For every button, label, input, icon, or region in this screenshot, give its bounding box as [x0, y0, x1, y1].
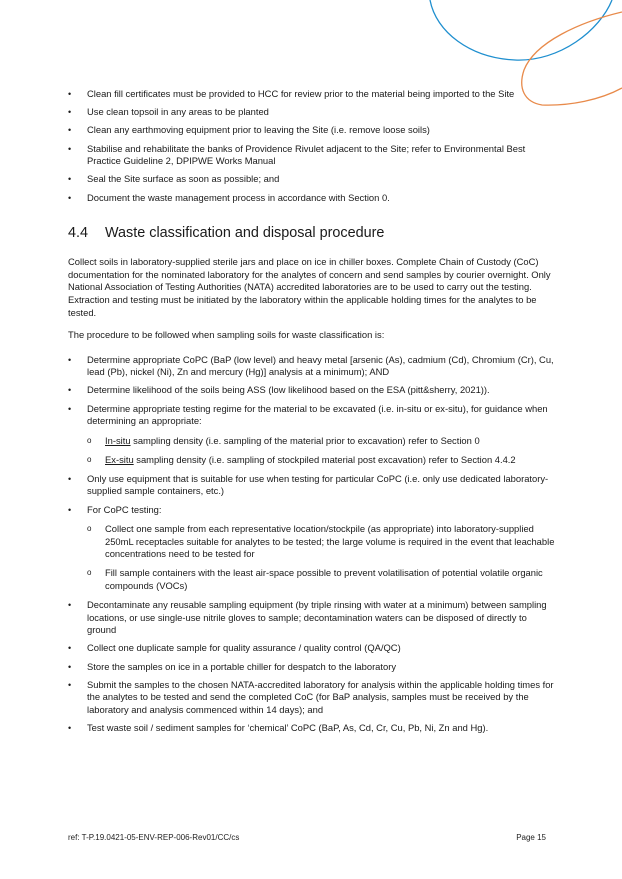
list-item-text: Document the waste management process in accordance with Section 0. — [87, 191, 390, 203]
sub-list-item — [87, 567, 558, 592]
sub-bullet-marker: o — [87, 454, 92, 464]
bullet-marker: • — [68, 643, 72, 654]
list-item-text: Decontaminate any reusable sampling equipment (by triple rinsing with water at a minimum) between sampling locations, or use single-use nitrile gloves to sample; decontamination waters can be disposed of directly to ground — [87, 598, 547, 636]
bullet-marker: • — [68, 599, 72, 610]
sub-bullet-marker: o — [87, 435, 92, 445]
sub-list-item — [87, 523, 558, 561]
bullet-marker: • — [68, 473, 72, 484]
list-item-text: Collect one duplicate sample for quality assurance / quality control (QA/QC) — [87, 642, 401, 654]
list-item-text: Determine appropriate CoPC (BaP (low level) and heavy metal [arsenic (As), cadmium (Cd), Chromium (Cr), Cu, lead (Pb), nickel (Ni), Zn and mercury (Hg)] analysis at a minimum); AND — [87, 353, 554, 378]
blue-arc — [430, 0, 612, 60]
page-footer — [68, 833, 546, 842]
list-item-text: Submit the samples to the chosen NATA-accredited laboratory for analysis within the applicable holding times for the analytes to be tested and send the completed CoC (for BaP analysis, samples must be received by the laboratory and analysis commenced within 14 days); and — [87, 678, 554, 715]
list-item — [68, 106, 558, 119]
footer-reference: ref: T-P.19.0421-05-ENV-REP-006-Rev01/CC/cs — [68, 833, 240, 842]
list-item — [68, 473, 558, 498]
list-item — [68, 661, 558, 674]
list-item-text: Clean any earthmoving equipment prior to leaving the Site (i.e. remove loose soils) — [87, 124, 430, 136]
sub-list-item — [87, 435, 558, 448]
list-item — [68, 403, 558, 467]
bullet-marker: • — [68, 354, 72, 365]
bullet-list-top — [68, 88, 558, 204]
sub-bullet-marker: o — [87, 568, 92, 578]
paragraph-collect-soils: Collect soils in laboratory-supplied sterile jars and place on ice in chiller boxes. Complete Chain of Custody (CoC) documentation for the nominated laboratory for the analytes of concern and send samples by courier overnight. Only National Association of Testing Authorities (NATA) accredited laboratories are to be used to carry out the testing. Extraction and testing must be initiated by the laboratory within the applicable holding times for the analytes to be tested. — [68, 256, 551, 318]
list-item — [68, 504, 558, 593]
list-item-text: Stabilise and rehabilitate the banks of Providence Rivulet adjacent to the Site; refer to Environmental Best Practice Guideline 2, DPIPWE Works Manual — [87, 142, 526, 167]
list-item-text: Use clean topsoil in any areas to be planted — [87, 106, 269, 118]
list-item — [68, 124, 558, 137]
list-item — [68, 192, 558, 205]
list-item — [68, 173, 558, 186]
list-item — [68, 642, 558, 655]
list-item — [68, 88, 558, 101]
list-item-text: Test waste soil / sediment samples for ‘chemical’ CoPC (BaP, As, Cd, Cr, Cu, Pb, Ni, Zn and Hg). — [87, 722, 489, 734]
sub-list-sampling-density — [87, 435, 558, 467]
bullet-list-procedure — [68, 354, 558, 735]
sub-list-copc-testing — [87, 523, 558, 592]
bullet-marker: • — [68, 89, 72, 99]
section-heading — [68, 224, 558, 242]
list-item — [68, 143, 558, 168]
list-item-text: Only use equipment that is suitable for use when testing for particular CoPC (i.e. only use dedicated laboratory-supplied sample containers, etc.) — [87, 472, 549, 497]
sub-bullet-marker: o — [87, 524, 92, 534]
sub-list-item-text: Collect one sample from each representative location/stockpile (as appropriate) into laboratory-supplied 250mL receptacles suitable for analytes to be tested; the large volume is required in the event that leachable concentrations need to be tested for — [105, 523, 555, 560]
bullet-marker: • — [68, 679, 72, 690]
bullet-marker: • — [68, 504, 72, 515]
sub-list-item — [87, 454, 558, 467]
list-item — [68, 599, 558, 637]
sub-list-item-text: Fill sample containers with the least air-space possible to prevent volatilisation of potential volatile organic compounds (VOCs) — [105, 567, 543, 591]
sub-list-item-text: sampling density (i.e. sampling of stockpiled material post excavation) refer to Section 4.4.2 — [133, 453, 516, 465]
section-title: Waste classification and disposal procedure — [105, 225, 385, 242]
bullet-marker: • — [68, 125, 72, 136]
term-ex-situ: Ex-situ — [105, 453, 134, 465]
sub-list-item-text: sampling density (i.e. sampling of the material prior to excavation) refer to Section 0 — [130, 434, 480, 446]
bullet-marker: • — [68, 723, 72, 734]
bullet-marker: • — [68, 661, 72, 672]
paragraph-procedure-intro: The procedure to be followed when sampling soils for waste classification is: — [68, 329, 385, 341]
list-item — [68, 722, 558, 735]
page-number: Page 15 — [516, 833, 546, 842]
list-item-text: Determine appropriate testing regime for the material to be excavated (i.e. in-situ or ex-situ), for guidance when determining an appropriate: — [87, 402, 548, 427]
list-item-text: Determine likelihood of the soils being ASS (low likelihood based on the ESA (pitt&sherry, 2021)). — [87, 384, 490, 396]
bullet-marker: • — [68, 174, 72, 185]
page-content — [68, 88, 558, 740]
list-item-text: Seal the Site surface as soon as possible; and — [87, 173, 280, 185]
list-item — [68, 384, 558, 397]
bullet-marker: • — [68, 107, 72, 118]
bullet-marker: • — [68, 403, 72, 414]
bullet-marker: • — [68, 385, 72, 396]
bullet-marker: • — [68, 143, 72, 154]
bullet-marker: • — [68, 192, 72, 203]
list-item — [68, 354, 558, 379]
list-item-text: Store the samples on ice in a portable chiller for despatch to the laboratory — [87, 660, 397, 672]
list-item-text: For CoPC testing: — [87, 503, 162, 515]
section-number: 4.4 — [68, 225, 89, 242]
list-item-text: Clean fill certificates must be provided to HCC for review prior to the material being imported to the Site — [87, 88, 515, 99]
list-item — [68, 679, 558, 717]
term-in-situ: In-situ — [105, 434, 131, 446]
